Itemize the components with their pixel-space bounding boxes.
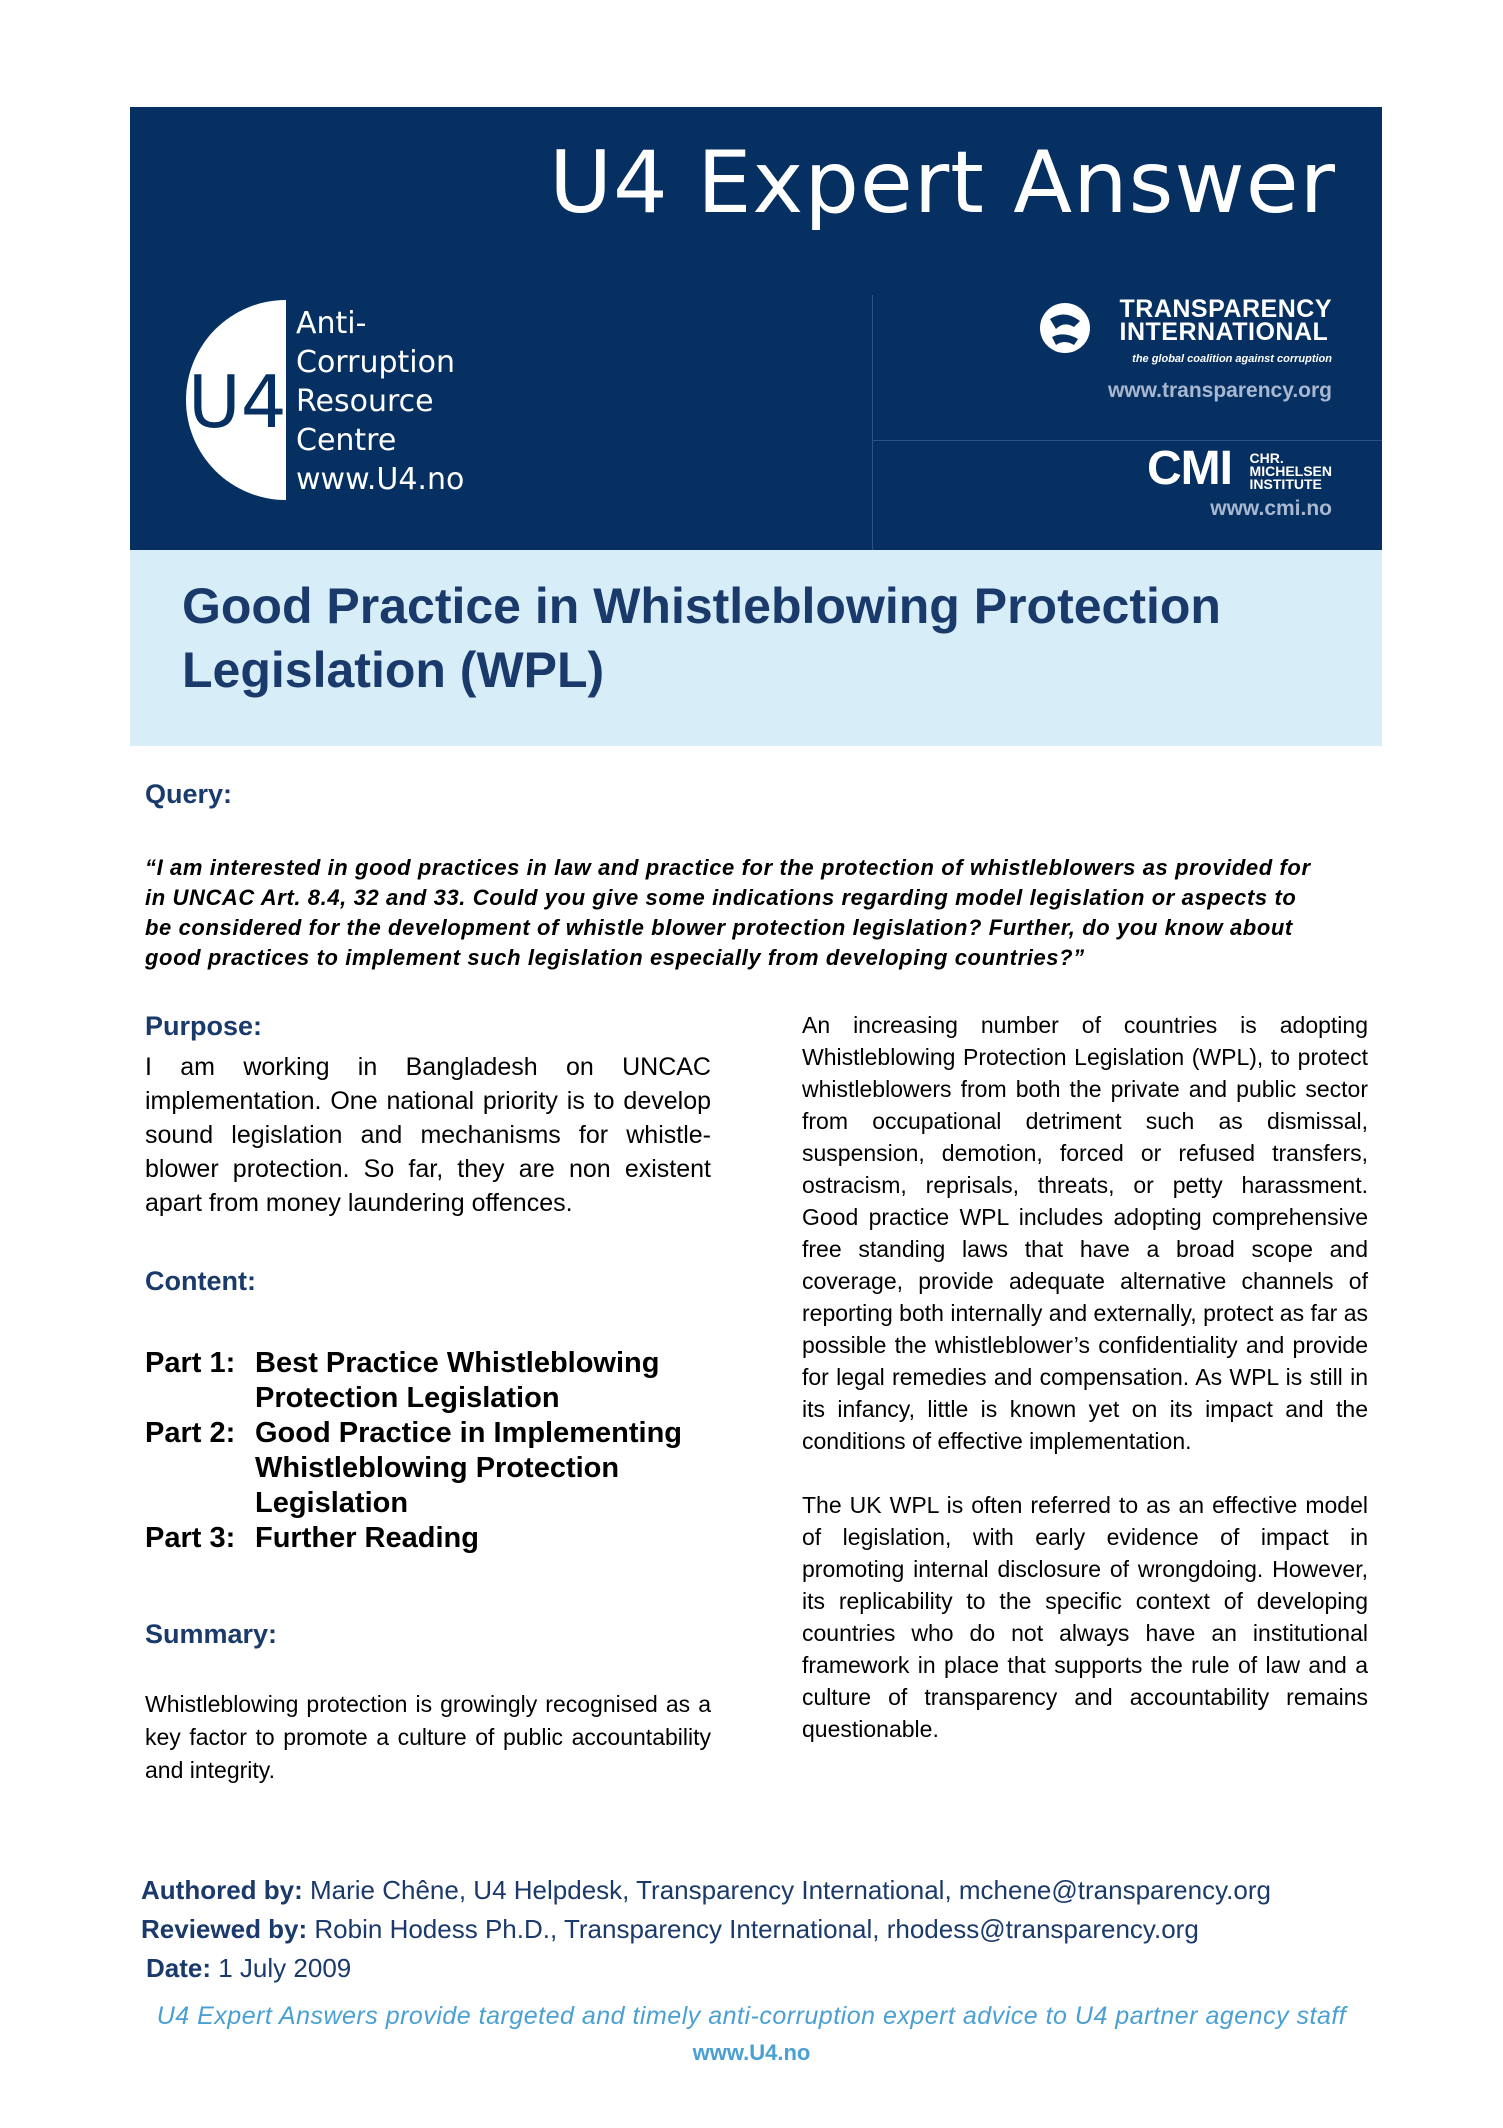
cmi-name	[1250, 452, 1332, 491]
footer-url-link[interactable]: www.U4.no	[692, 2040, 811, 2065]
contents-list	[145, 1346, 745, 1556]
partner-divider	[872, 295, 873, 550]
header-title: U4 Expert Answer	[549, 133, 1336, 233]
ti-name-line: TRANSPARENCY	[1119, 295, 1332, 323]
cmi-url-link[interactable]: www.cmi.no	[1210, 497, 1332, 520]
toc-part-number: Part 1:	[145, 1347, 236, 1379]
logo-line: Corruption	[296, 345, 455, 380]
cmi-name-line: INSTITUTE	[1249, 476, 1322, 492]
purpose-heading: Purpose:	[145, 1011, 263, 1041]
toc-part-number: Part 2:	[145, 1417, 236, 1449]
ti-name	[1119, 295, 1333, 346]
toc-part-number: Part 3:	[145, 1522, 236, 1554]
content-heading: Content:	[145, 1266, 256, 1296]
reviewed-by-row	[141, 1910, 1271, 1949]
summary-heading: Summary:	[145, 1619, 278, 1649]
summary-continued	[802, 1009, 1368, 1777]
date-value: 1 July 2009	[218, 1953, 352, 1983]
cmi-logo: CMI	[1147, 442, 1232, 495]
partner-divider	[872, 440, 1382, 441]
toc-item	[145, 1416, 745, 1521]
header-banner	[130, 107, 1382, 550]
byline	[141, 1871, 1271, 1988]
logo-line: Centre	[296, 423, 397, 458]
footer-note: U4 Expert Answers provide targeted and timely anti-corruption expert advice to U4 partner agency staff	[156, 2002, 1347, 2030]
authored-by-label: Authored by:	[141, 1875, 303, 1905]
toc-item	[145, 1521, 745, 1556]
authored-by-row	[141, 1871, 1271, 1910]
ti-name-line: INTERNATIONAL	[1119, 318, 1329, 346]
u4-logo-text	[296, 304, 464, 499]
authored-by-value: Marie Chêne, U4 Helpdesk, Transparency International, mchene@transparency.org	[310, 1875, 1271, 1905]
toc-part-title: Further Reading	[255, 1522, 479, 1554]
summary-paragraph: The UK WPL is often referred to as an effective model of legislation, with early evidence of impact in promoting internal disclosure of wrongdoing. However, its replicability to the specific context of developing countries who do not always have an institutional framework in place that supports the rule of law and a culture of transparency and accountability remains questionable.	[802, 1492, 1368, 1742]
svg-text:U4: U4	[188, 360, 287, 444]
cmi-name-line: MICHELSEN	[1249, 463, 1332, 479]
logo-line: Anti-	[296, 306, 367, 341]
ti-url-link[interactable]: www.transparency.org	[1107, 379, 1332, 402]
cmi-name-line: CHR.	[1249, 450, 1284, 466]
reviewed-by-label: Reviewed by:	[141, 1914, 308, 1944]
summary-text: Whistleblowing protection is growingly recognised as a key factor to promote a culture of public accountability and integrity.	[145, 1691, 711, 1783]
purpose-text: I am working in Bangladesh on UNCAC implementation. One national priority is to develop sound legislation and mechanisms for whistle-blower protection. So far, they are non existent apart from money laundering offences.	[145, 1053, 711, 1217]
query-text: “I am interested in good practices in law and practice for the protection of whistleblowers as provided for in UNCAC Art. 8.4, 32 and 33. Could you give some indications regarding model legislation or aspects to be considered for the development of whistle blower protection legislation? Further, do you know about good practices to implement such legislation especially from developing countries?”	[145, 855, 1311, 970]
date-label: Date:	[146, 1953, 212, 1983]
summary-paragraph: An increasing number of countries is adopting Whistleblowing Protection Legislation (WPL), to protect whistleblowers from both the private and public sector from occupational detriment such as dismissal, suspension, demotion, forced or refused transfers, ostracism, reprisals, threats, or petty harassment. Good practice WPL includes adopting comprehensive free standing laws that have a broad scope and coverage, provide adequate alternative channels of reporting both internally and externally, protect as far as possible the whistleblower’s confidentiality and provide for legal remedies and compensation. As WPL is still in its infancy, little is known yet on its impact and the conditions of effective implementation.	[802, 1012, 1368, 1454]
logo-line: Resource	[296, 384, 434, 419]
title-band	[130, 550, 1382, 746]
date-row	[141, 1949, 1271, 1988]
query-heading: Query:	[145, 779, 233, 809]
ti-globe-icon	[1038, 301, 1092, 355]
ti-tagline: the global coalition against corruption	[1132, 353, 1332, 365]
toc-part-title: Good Practice in Implementing Whistleblowing Protection Legislation	[255, 1417, 683, 1519]
toc-part-title: Best Practice Whistleblowing Protection Legislation	[255, 1347, 660, 1414]
toc-item	[145, 1346, 745, 1416]
document-title: Good Practice in Whistleblowing Protection Legislation (WPL)	[182, 578, 1221, 698]
logo-url: www.U4.no	[296, 462, 465, 497]
reviewed-by-value: Robin Hodess Ph.D., Transparency International, rhodess@transparency.org	[314, 1914, 1199, 1944]
